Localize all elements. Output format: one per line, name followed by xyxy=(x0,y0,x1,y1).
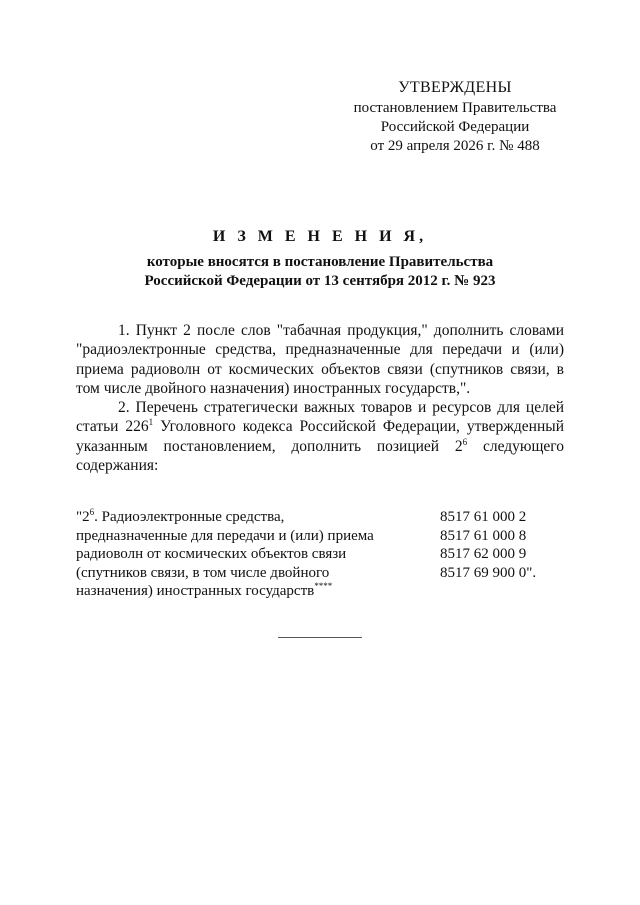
approved-label: УТВЕРЖДЕНЫ xyxy=(398,79,512,96)
paragraph-2-text: 2. Перечень стратегически важных товаров и ресурсов для целей статьи 226 xyxy=(76,399,564,436)
description-line xyxy=(76,582,406,601)
description-line: (спутников связи, в том числе двойного xyxy=(76,564,330,581)
description-line xyxy=(76,508,406,527)
superscript: 6 xyxy=(89,507,95,517)
code: 8517 69 900 0". xyxy=(440,564,537,581)
end-separator-line xyxy=(278,637,362,638)
superscript: 1 xyxy=(148,417,154,428)
description-line: радиоволн от космических объектов связи xyxy=(76,546,347,562)
description-text: . Радиоэлектронные средства, xyxy=(94,509,285,525)
title-subtitle-line: Российской Федерации от 13 сентября 2012 г. № 923 xyxy=(144,273,496,289)
description-text: назначения) иностранных государств xyxy=(76,583,315,599)
approval-line: от 29 апреля 2026 г. № 488 xyxy=(370,138,540,154)
code: 8517 61 000 8 xyxy=(440,527,527,544)
description-line: предназначенные для передачи и (или) приема xyxy=(76,527,374,544)
document-title xyxy=(80,228,560,291)
approval-line: постановлением Правительства xyxy=(353,100,557,116)
paragraph-2-text: Уголовного кодекса Российской Федерации, утвержденный указанным постановлением, дополнить позицией 2 xyxy=(76,418,564,455)
code: 8517 61 000 2 xyxy=(440,509,527,525)
superscript: 6 xyxy=(462,436,468,447)
footnote-mark: **** xyxy=(314,581,333,591)
tn-ved-codes xyxy=(440,508,570,582)
code: 8517 62 000 9 xyxy=(440,546,527,562)
document-body xyxy=(76,321,564,475)
description-text: "2 xyxy=(76,509,90,525)
paragraph-2-text: следующего содержания: xyxy=(76,437,564,475)
position-description xyxy=(76,508,406,601)
approval-stamp xyxy=(330,78,580,156)
title-subtitle-line: которые вносятся в постановление Правительства xyxy=(146,254,494,270)
paragraph-1: 1. Пункт 2 после слов "табачная продукция," дополнить словами "радиоэлектронные средства, предназначенные для передачи и (или) приема радиоволн от космических объектов связи (спутников связи, в том числе двойного назначения) иностранных государств,". xyxy=(76,322,564,397)
approval-line: Российской Федерации xyxy=(380,119,530,135)
title-heading: И З М Е Н Е Н И Я, xyxy=(212,228,428,245)
paragraph-2 xyxy=(76,398,564,475)
